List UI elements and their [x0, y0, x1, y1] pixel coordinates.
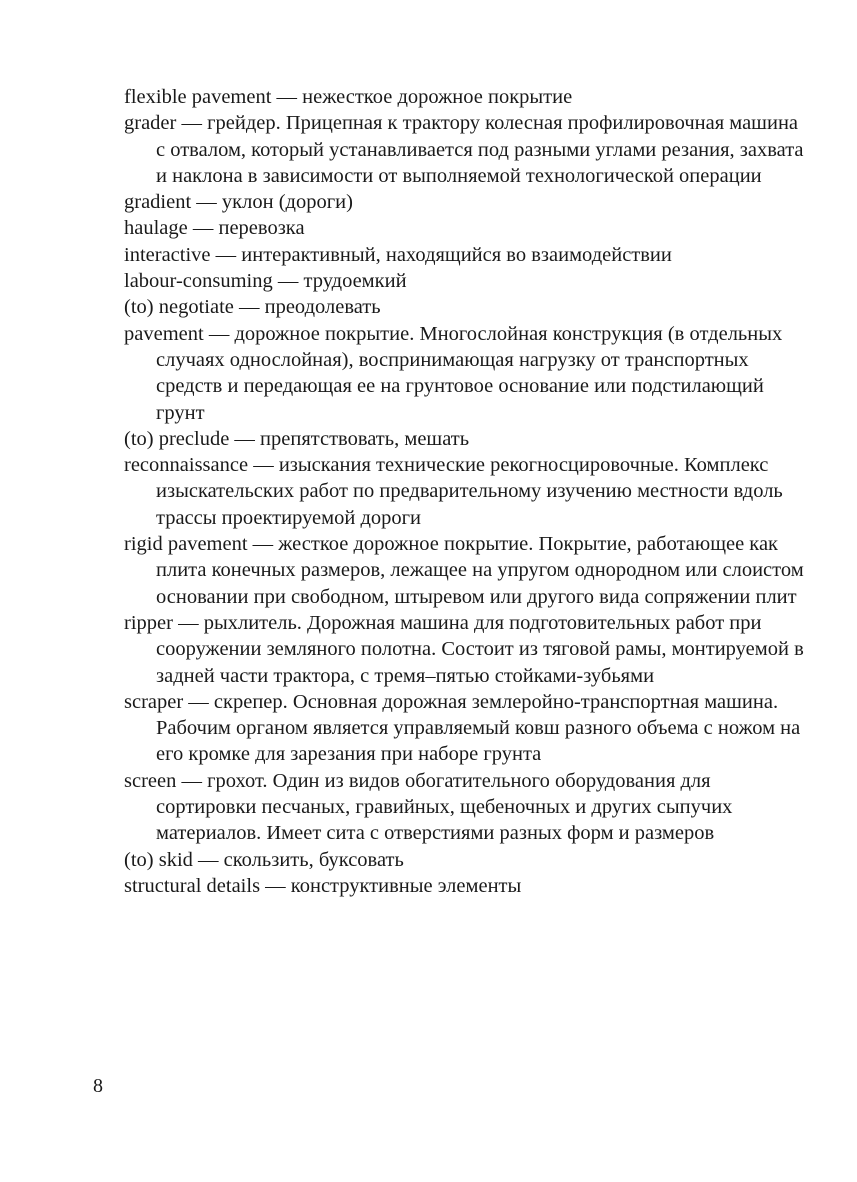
- glossary-entry-screen: screen — грохот. Один из видов обогатительного оборудования для сортировки песчаных, гравийных, щебеночных и других сыпучих материалов. Имеет сита с отверстиями разных форм и размеров: [124, 769, 733, 845]
- glossary-entry-grader: grader — грейдер. Прицепная к трактору колесная профилировочная машина с отвалом, который устанавливается под разными углами резания, захвата и наклона в зависимости от выполняемой технологической операции: [124, 112, 804, 187]
- page-number: 8: [93, 1075, 103, 1097]
- glossary-entry-scraper: scraper — скрепер. Основная дорожная землеройно-транспортная машина. Рабочим органом является управляемый ковш разного объема с ножом на его кромке для зарезания при наборе грунта: [124, 690, 801, 766]
- glossary-entry-ripper: ripper — рыхлитель. Дорожная машина для подготовительных работ при сооружении земляного полотна. Состоит из тяговой рамы, монтируемой в задней части трактора, с тремя–пятью стойками-зубьями: [124, 611, 804, 687]
- glossary-entry-flexible-pavement: flexible pavement — нежесткое дорожное покрытие: [124, 86, 573, 108]
- glossary-entry-preclude: (to) preclude — препятствовать, мешать: [124, 427, 470, 450]
- glossary-entry-structural-details: structural details — конструктивные элементы: [124, 874, 522, 897]
- glossary-entry-reconnaissance: reconnaissance — изыскания технические рекогносцировочные. Комплекс изыскательских работ по предварительному изучению местности вдоль трассы проектируемой дороги: [124, 454, 783, 529]
- glossary-entry-pavement: pavement — дорожное покрытие. Многослойная конструкция (в отдельных случаях однослойная), воспринимающая нагрузку от транспортных средств и передающая ее на грунтовое основание или подстилающий грунт: [124, 322, 783, 424]
- glossary-entry-interactive: interactive — интерактивный, находящийся во взаимодействии: [124, 243, 672, 266]
- glossary-entry-gradient: gradient — уклон (дороги): [124, 191, 353, 214]
- glossary-entry-labour-consuming: labour-consuming — трудоемкий: [124, 270, 407, 293]
- glossary-entry-skid: (to) skid — скользить, буксовать: [124, 848, 404, 871]
- glossary-entry-rigid-pavement: rigid pavement — жесткое дорожное покрытие. Покрытие, работающее как плита конечных размеров, лежащее на упругом однородном или слоистом основании при свободном, штыревом или другого вида сопряжении плит: [124, 533, 804, 608]
- glossary-list: [124, 84, 804, 899]
- glossary-entry-haulage: haulage — перевозка: [124, 217, 305, 240]
- glossary-entry-negotiate: (to) negotiate — преодолевать: [124, 296, 381, 319]
